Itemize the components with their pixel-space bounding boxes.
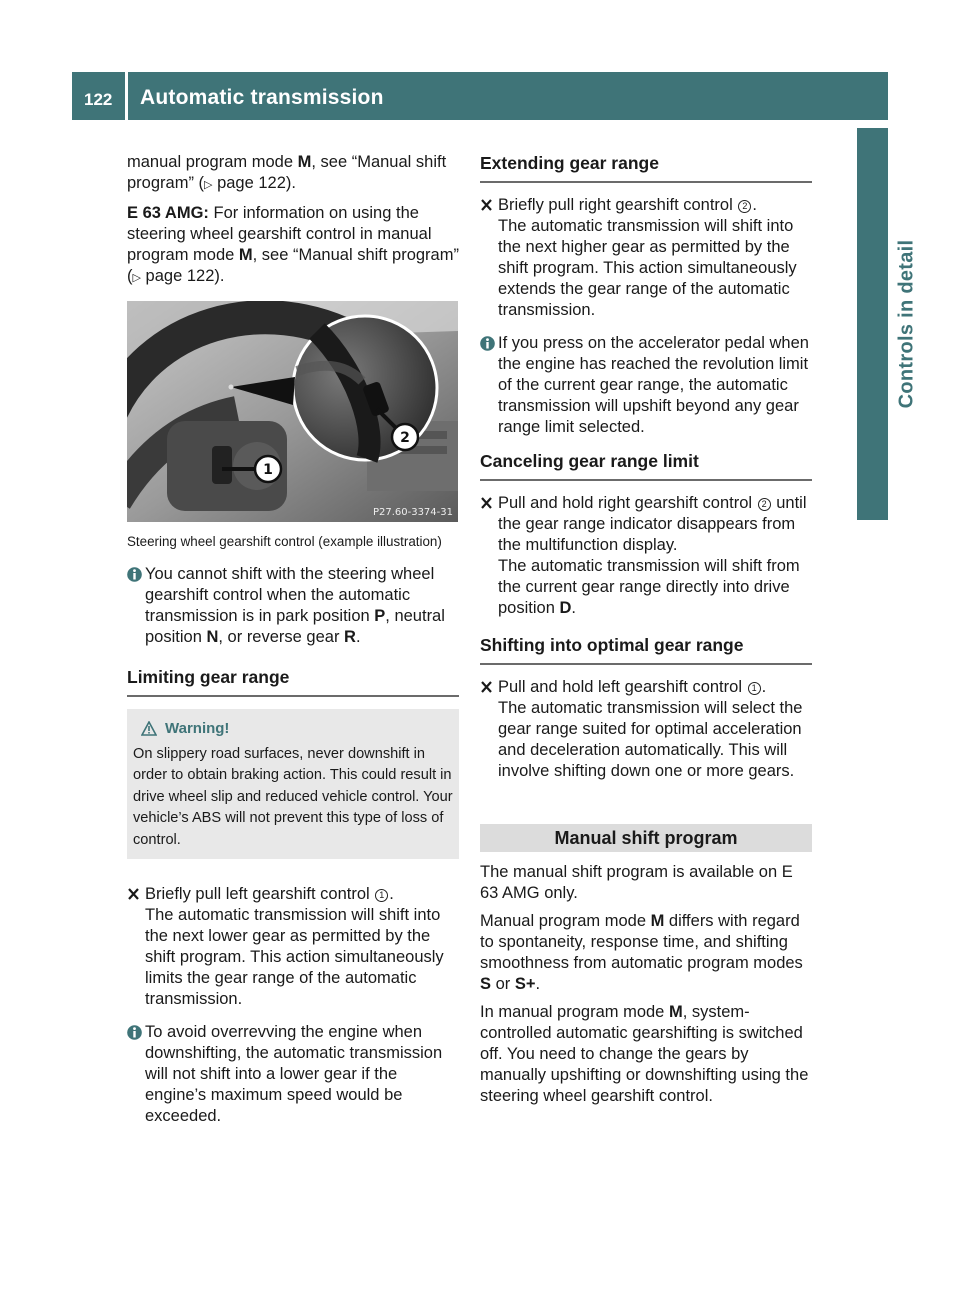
mode-m: M [238,246,253,264]
step-optimal [480,677,812,782]
page-title: Automatic transmission [140,86,384,109]
text: Manual program mode [480,912,651,930]
page-number: 122 [84,90,113,109]
side-tab-band [857,128,888,520]
figure-code: P27.60-3374-31 [372,507,453,518]
amg-paragraph [127,203,459,289]
warning-title-text: Warning! [165,720,230,737]
section-heading-optimal: Shifting into optimal gear range [480,634,812,665]
step-x-icon [481,497,492,509]
step-x-icon [481,681,492,693]
text: You cannot shift with the steering wheel gearshift control when the automatic transmission is in park position [145,565,435,625]
warning-text: On slippery road surfaces, never downshift in order to obtain braking action. This could result in drive wheel slip and reduced vehicle control. Your vehicle’s ABS will not prevent this type of loss of control. [133,745,453,848]
text: . [389,885,394,903]
amg-lead: E 63 AMG: [127,204,209,222]
gear-p: P [374,607,386,625]
steering-wheel-photo [127,301,458,522]
text: manual program mode [127,153,298,171]
step-x-icon [481,199,492,211]
gear-n: N [206,628,219,646]
intro-paragraph [127,152,459,196]
page-ref[interactable]: page 122). [140,267,225,285]
warning-title [133,718,453,740]
page-ref-arrow-icon: ▷ [204,179,213,191]
gear-r: R [344,628,356,646]
step-result [498,556,812,619]
side-tab-label: Controls in detail [895,239,918,409]
text: . [571,599,576,617]
step-result: The automatic transmission will select the gear range suited for optimal acceleration and deceleration automatically. This will involve shifting down one or more gears. [498,699,803,780]
step-cancel [480,493,812,619]
manual-paragraph-2 [480,911,812,995]
step-text [498,493,812,556]
text: , see “Manual shift program” ( [127,246,459,285]
step-x-icon [128,888,139,900]
header-divider [125,72,128,120]
text: . [535,975,541,993]
control-1-badge: 1 [748,682,761,695]
gear-d: D [559,599,572,617]
mode-m: M [650,912,665,930]
text: Pull and hold right gearshift control [498,494,757,512]
step-extend [480,195,812,321]
text: Briefly pull right gearshift control [498,196,738,214]
text: For information on using the steering wheel gearshift control in manual program mode [127,204,432,264]
text: In manual program mode [480,1003,669,1021]
warning-triangle-icon [141,721,157,736]
info-note-overrev [127,1022,459,1127]
text: . [355,628,361,646]
info-text [145,564,459,648]
text: , see “Manual shift program” ( [127,153,447,192]
mode-m: M [668,1003,683,1021]
step-shift-down [127,884,459,1010]
text: Briefly pull left gearshift control [145,885,375,903]
step-result: The automatic transmission will shift into the next lower gear as permitted by the shift program. This action simultaneously limits the gear range of the automatic transmission. [145,906,444,1008]
text: . [761,678,767,696]
section-heading-extending: Extending gear range [480,152,812,183]
text: differs with regard to spontaneity, response time, and shifting smoothness from automatic program modes [480,912,803,972]
mode-s: S [480,975,492,993]
manual-paragraph-3 [480,1002,812,1107]
right-column [480,152,812,1114]
manual-paragraph-1: The manual shift program is available on E 63 AMG only. [480,863,793,902]
info-icon [480,335,495,352]
text: Pull and hold left gearshift control [498,678,747,696]
text: , or reverse gear [218,628,345,646]
control-2-badge: 2 [758,498,771,511]
text: , system-controlled automatic gearshifting is switched off. You need to change the gears by manually upshifting or downshifting using the steering wheel gearshift control. [480,1003,809,1105]
side-tab [890,128,924,520]
warning-box [127,709,459,859]
left-column [127,152,459,1127]
mode-m: M [297,153,312,171]
section-heading-limiting: Limiting gear range [127,666,459,697]
step-text [498,195,812,216]
steering-wheel-figure [127,301,458,522]
callout-1: 1 [263,462,273,478]
step-text [498,677,812,698]
callout-2: 2 [400,430,410,446]
info-icon [127,566,142,583]
figure-caption: Steering wheel gearshift control (example illustration) [127,534,442,549]
section-heading-cancel: Canceling gear range limit [480,450,812,481]
info-note [127,564,459,648]
step-text [145,884,459,905]
info-note-upshift [480,333,812,438]
text: or [491,975,515,993]
text: . [752,196,757,214]
info-icon [127,1024,142,1041]
info-text: To avoid overrevving the engine when downshifting, the automatic transmission will not shift into a lower gear if the engine’s maximum speed would be exceeded. [145,1023,443,1125]
step-result: The automatic transmission will shift into the next higher gear as permitted by the shift program. This action simultaneously extends the gear range of the automatic transmission. [498,217,797,319]
control-2-badge: 2 [738,200,751,213]
text: until the gear range indicator disappears from the multifunction display. [498,494,807,554]
info-text: If you press on the accelerator pedal when the engine has reached the revolution limit of the current gear range, the automatic transmission will upshift beyond any gear range limit selected. [498,334,809,436]
page-ref-arrow-icon: ▷ [132,272,141,284]
mode-s-plus: S+ [514,975,536,993]
text: The automatic transmission will shift from the current gear range directly into drive position [498,557,800,617]
page-ref[interactable]: page 122). [212,174,296,192]
control-1-badge: 1 [375,889,388,902]
text: , neutral position [145,607,445,646]
manual-shift-heading: Manual shift program [480,824,812,852]
